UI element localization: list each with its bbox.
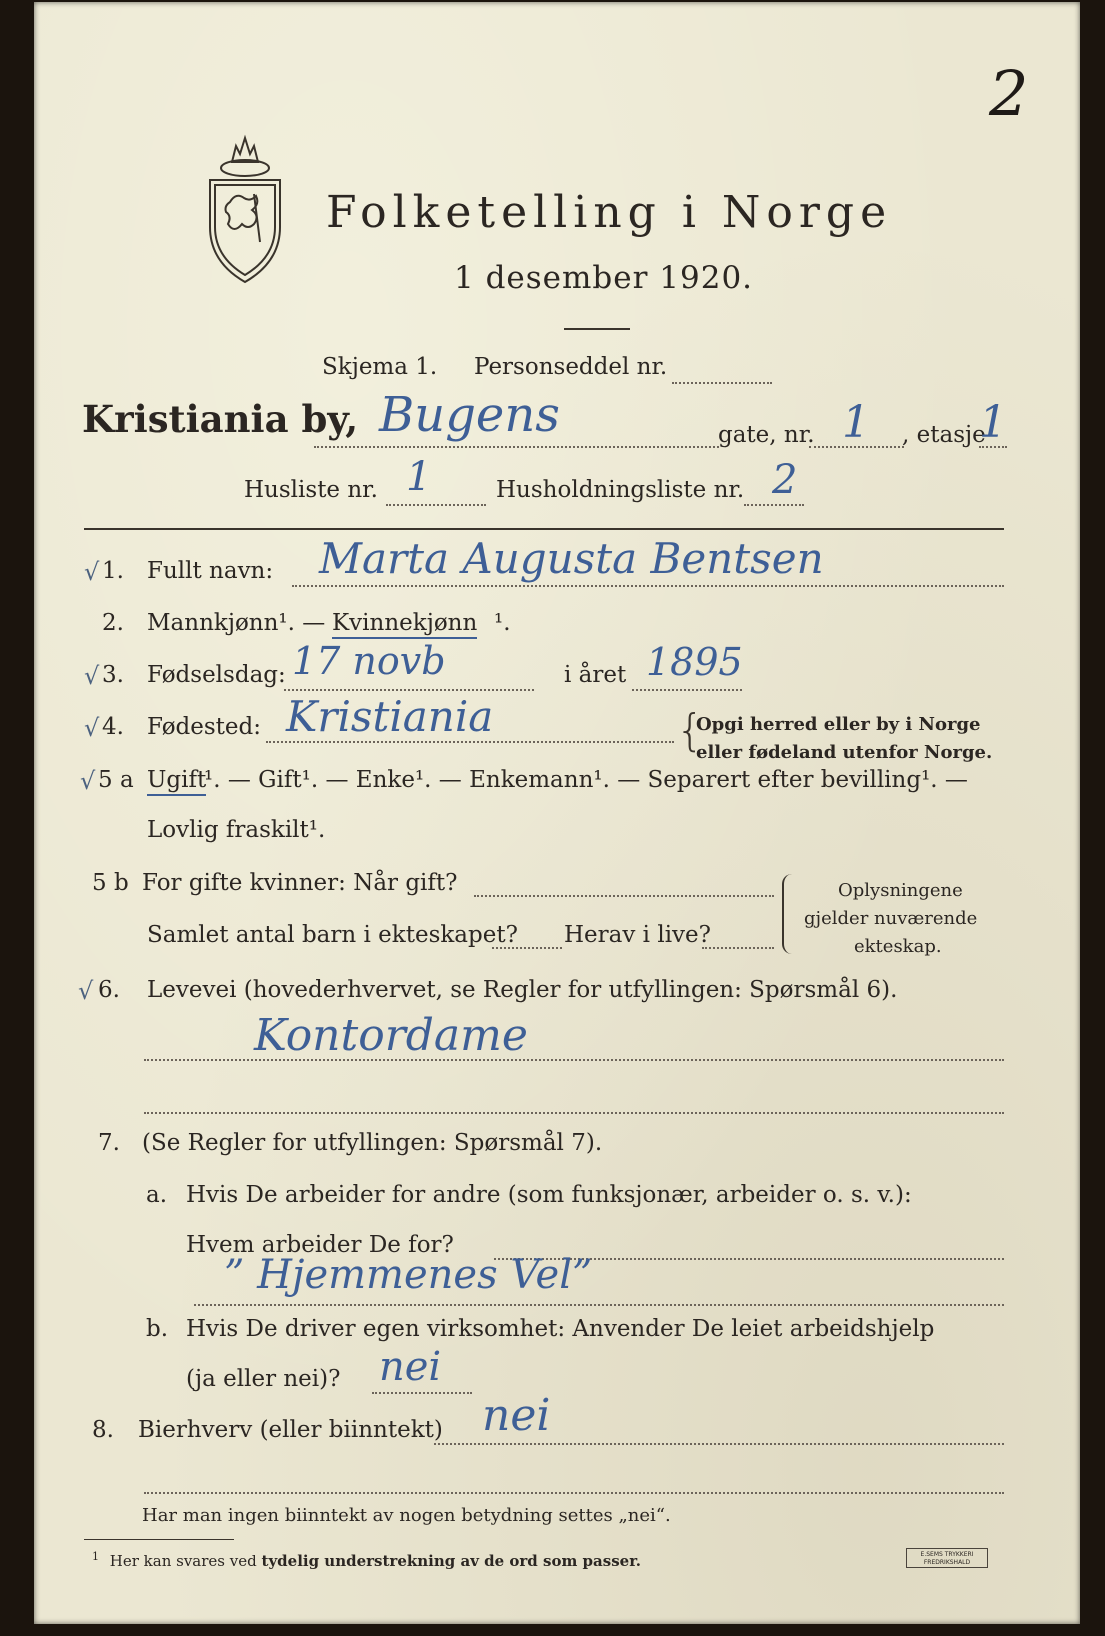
footer-note: Har man ingen biinntekt av nogen betydning settes „nei“. <box>142 1505 671 1526</box>
husholdning-value: 2 <box>772 457 798 503</box>
census-form-page <box>34 2 1080 1624</box>
q8-field-line2 <box>144 1492 1004 1494</box>
q4-number: 4. <box>102 714 124 740</box>
q8-label: Bierhverv (eller biinntekt) <box>138 1417 443 1443</box>
header-divider <box>84 528 1004 530</box>
city-label: Kristiania by, <box>82 397 359 441</box>
q7a-text: Hvis De arbeider for andre (som funksjonær, arbeider o. s. v.): <box>186 1182 912 1208</box>
q1-value: Marta Augusta Bentsen <box>319 534 824 583</box>
q5b-note-line3: ekteskap. <box>854 936 942 957</box>
q6-check-mark: √ <box>78 977 94 1005</box>
q7b-value: nei <box>379 1344 442 1390</box>
q4-note-line1: Opgi herred eller by i Norge <box>696 714 981 735</box>
printer-mark <box>906 1548 988 1568</box>
q5b-children-label: Samlet antal barn i ekteskapet? <box>147 922 518 948</box>
footnote-emphasis: tydelig understrekning av de ord som passer. <box>261 1552 641 1570</box>
footnote-divider <box>84 1539 234 1540</box>
page-number: 2 <box>989 57 1029 130</box>
form-label: Skjema 1. <box>322 354 438 380</box>
q8-number: 8. <box>92 1417 114 1443</box>
q4-check-mark: √ <box>84 714 100 742</box>
personseddel-label: Personseddel nr. <box>474 354 668 380</box>
q4-label: Fødested: <box>147 714 262 740</box>
q5b-label: For gifte kvinner: Når gift? <box>142 870 458 896</box>
q3-label: Fødselsdag: <box>147 662 286 688</box>
footnote <box>92 1550 641 1570</box>
etasje-label: , etasje <box>902 422 986 448</box>
q6-label: Levevei (hovederhvervet, se Regler for utfyllingen: Spørsmål 6). <box>147 977 898 1003</box>
q5a-number: 5 a <box>98 767 134 793</box>
husliste-field <box>386 504 486 506</box>
q7b-letter: b. <box>146 1316 169 1342</box>
q7a-line2: Hvem arbeider De for? <box>186 1232 454 1258</box>
title-divider <box>564 328 630 330</box>
coat-of-arms-icon <box>202 132 288 287</box>
q5a-line2: Lovlig fraskilt¹. <box>147 817 326 843</box>
q5b-number: 5 b <box>92 870 129 896</box>
floor-value: 1 <box>979 397 1007 448</box>
personseddel-field <box>672 382 772 384</box>
q3-field <box>284 689 534 691</box>
husholdning-label: Husholdningsliste nr. <box>496 477 745 503</box>
q8-field-line1 <box>434 1443 1004 1445</box>
q1-number: 1. <box>102 558 124 584</box>
q2-female-option: Kvinnekjønn <box>332 610 477 639</box>
house-number-value: 1 <box>842 397 870 448</box>
q7-label: (Se Regler for utfyllingen: Spørsmål 7). <box>142 1130 603 1156</box>
q6-number: 6. <box>98 977 120 1003</box>
q5b-note-line2: gjelder nuværende <box>804 908 978 929</box>
q3-number: 3. <box>102 662 124 688</box>
q4-note-line2: eller fødeland utenfor Norge. <box>696 742 993 763</box>
q6-field-line1 <box>144 1059 1004 1061</box>
q4-brace: { <box>676 705 704 756</box>
q6-value: Kontordame <box>254 1010 528 1061</box>
printer-line2: FREDRIKSHALD <box>923 1559 971 1566</box>
q4-value: Kristiania <box>286 692 494 741</box>
q7a-letter: a. <box>146 1182 168 1208</box>
q7a-field-line2 <box>194 1304 1004 1306</box>
q7a-value: ” Hjemmenes Vel” <box>224 1252 593 1298</box>
q2-suffix: ¹. <box>494 610 511 636</box>
q1-label: Fullt navn: <box>147 558 274 584</box>
q3-year-value: 1895 <box>646 640 743 684</box>
q5a-check-mark: √ <box>80 767 96 795</box>
footnote-mark: 1 <box>92 1550 99 1563</box>
q1-field <box>292 585 1004 587</box>
q5b-married-field <box>474 895 774 897</box>
q3-value: 17 novb <box>292 639 446 683</box>
printer-line1: E.SEMS TRYKKERI <box>920 1551 974 1558</box>
q1-check-mark: √ <box>84 558 100 586</box>
q6-field-line2 <box>144 1112 1004 1114</box>
street-field <box>314 446 719 448</box>
husliste-value: 1 <box>406 454 432 500</box>
street-value: Bugens <box>379 387 560 443</box>
q8-value: nei <box>482 1390 551 1441</box>
q5b-children-field <box>492 947 562 949</box>
q2-male-option: Mannkjønn¹. — <box>147 610 326 636</box>
q7b-line2: (ja eller nei)? <box>186 1366 341 1392</box>
census-date: 1 desember 1920. <box>454 260 754 296</box>
q2-number: 2. <box>102 610 124 636</box>
q4-field <box>266 741 674 743</box>
form-title: Folketelling i Norge <box>326 187 893 238</box>
husliste-label: Husliste nr. <box>244 477 378 503</box>
husholdning-field <box>744 504 804 506</box>
q7-number: 7. <box>98 1130 120 1156</box>
q3-year-field <box>632 689 742 691</box>
q5a-options: ¹. — Gift¹. — Enke¹. — Enkemann¹. — Separert efter bevilling¹. — <box>204 767 968 793</box>
q7b-field <box>372 1392 472 1394</box>
q5b-alive-field <box>702 947 774 949</box>
q5b-note-line1: Oplysningene <box>838 880 963 901</box>
gate-label: gate, nr. <box>718 422 815 448</box>
q5b-brace <box>782 874 794 954</box>
footnote-text: Her kan svares ved <box>109 1552 257 1570</box>
q5b-alive-label: Herav i live? <box>564 922 711 948</box>
q3-check-mark: √ <box>84 662 100 690</box>
q7b-text: Hvis De driver egen virksomhet: Anvender De leiet arbeidshjelp <box>186 1316 935 1342</box>
q5a-ugift-option: Ugift <box>147 767 206 796</box>
q3-year-label: i året <box>564 662 627 688</box>
